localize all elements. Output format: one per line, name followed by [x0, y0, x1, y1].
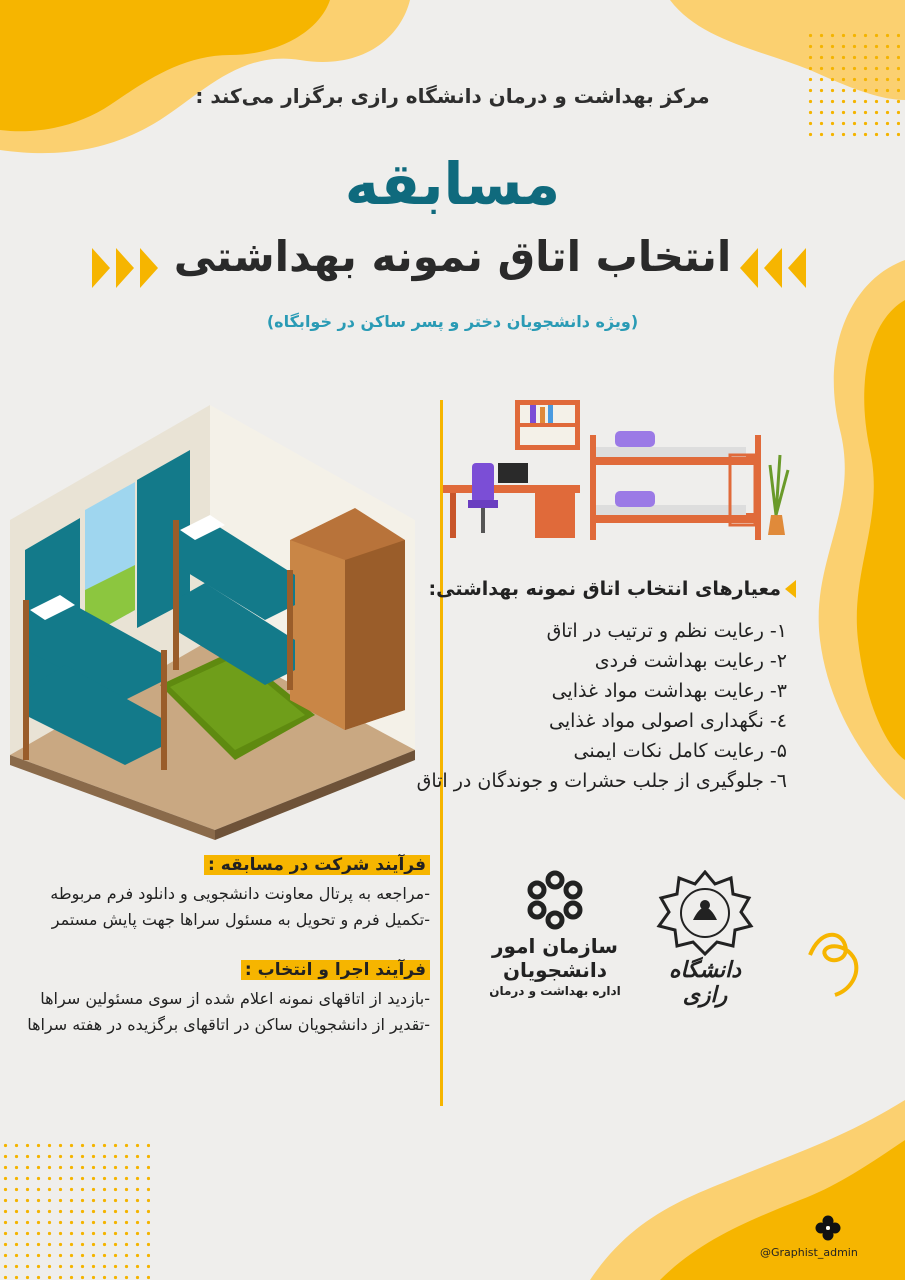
triangle-bullet-icon [785, 580, 796, 598]
criteria-item: ۵- رعایت کامل نکات ایمنی [573, 740, 787, 762]
credit-text: @Graphist_admin [760, 1246, 858, 1259]
vertical-divider [440, 400, 443, 1106]
eligibility-note: (ویژه دانشجویان دختر و پسر ساکن در خوابگاه) [266, 312, 639, 331]
criteria-heading: معیارهای انتخاب اتاق نمونه بهداشتی: [428, 578, 781, 600]
decorative-swirl [800, 925, 870, 1000]
chevron-right-icon [740, 248, 758, 288]
student-org-caption: اداره بهداشت و درمان [489, 984, 621, 998]
criteria-item: ٦- جلوگیری از جلب حشرات و جوندگان در اتاق [416, 770, 787, 792]
organizer-line: مرکز بهداشت و درمان دانشگاه رازی برگزار می‌کند : [195, 84, 710, 108]
participation-heading: فرآیند شرکت در مسابقه : [204, 855, 430, 875]
student-org-name: سازمان امور [492, 934, 618, 958]
execution-line: -بازدید از اتاقهای نمونه اعلام شده از سوی مسئولین سراها [40, 989, 430, 1008]
criteria-item: ٤- نگهداری اصولی مواد غذایی [549, 710, 787, 732]
chevron-right-icon [788, 248, 806, 288]
participation-section [0, 855, 430, 933]
execution-heading: فرآیند اجرا و انتخاب : [241, 960, 430, 980]
execution-section [0, 960, 430, 1038]
page-title: مسابقه [344, 150, 561, 218]
flower-emblem-icon [525, 870, 585, 930]
page-subtitle: انتخاب اتاق نمونه بهداشتی [173, 232, 732, 281]
university-logo [650, 870, 760, 1008]
criteria-item: ۲- رعایت بهداشت فردی [594, 650, 787, 672]
student-org-logo [480, 870, 630, 998]
criteria-list [416, 616, 787, 796]
chevron-right-icon [764, 248, 782, 288]
participation-line: -مراجعه به پرتال معاونت دانشجویی و دانلود فرم مربوطه [50, 884, 430, 903]
student-org-name: دانشجویان [502, 958, 608, 982]
graphist-logo-icon [815, 1215, 841, 1241]
participation-line: -تکمیل فرم و تحویل به مسئول سراها جهت پایش مستمر [51, 910, 430, 929]
criteria-item: ۱- رعایت نظم و ترتیب در اتاق [546, 620, 787, 642]
university-seal-icon [655, 870, 755, 956]
bottom-left-dots [0, 1140, 150, 1280]
university-name: دانشگاه رازی [668, 958, 742, 1008]
criteria-item: ۳- رعایت بهداشت مواد غذایی [551, 680, 787, 702]
execution-line: -تقدیر از دانشجویان ساکن در اتاقهای برگزیده در هفته سراها [27, 1015, 430, 1034]
desk-bunk-illustration [440, 395, 800, 545]
dorm-room-illustration [5, 400, 425, 840]
